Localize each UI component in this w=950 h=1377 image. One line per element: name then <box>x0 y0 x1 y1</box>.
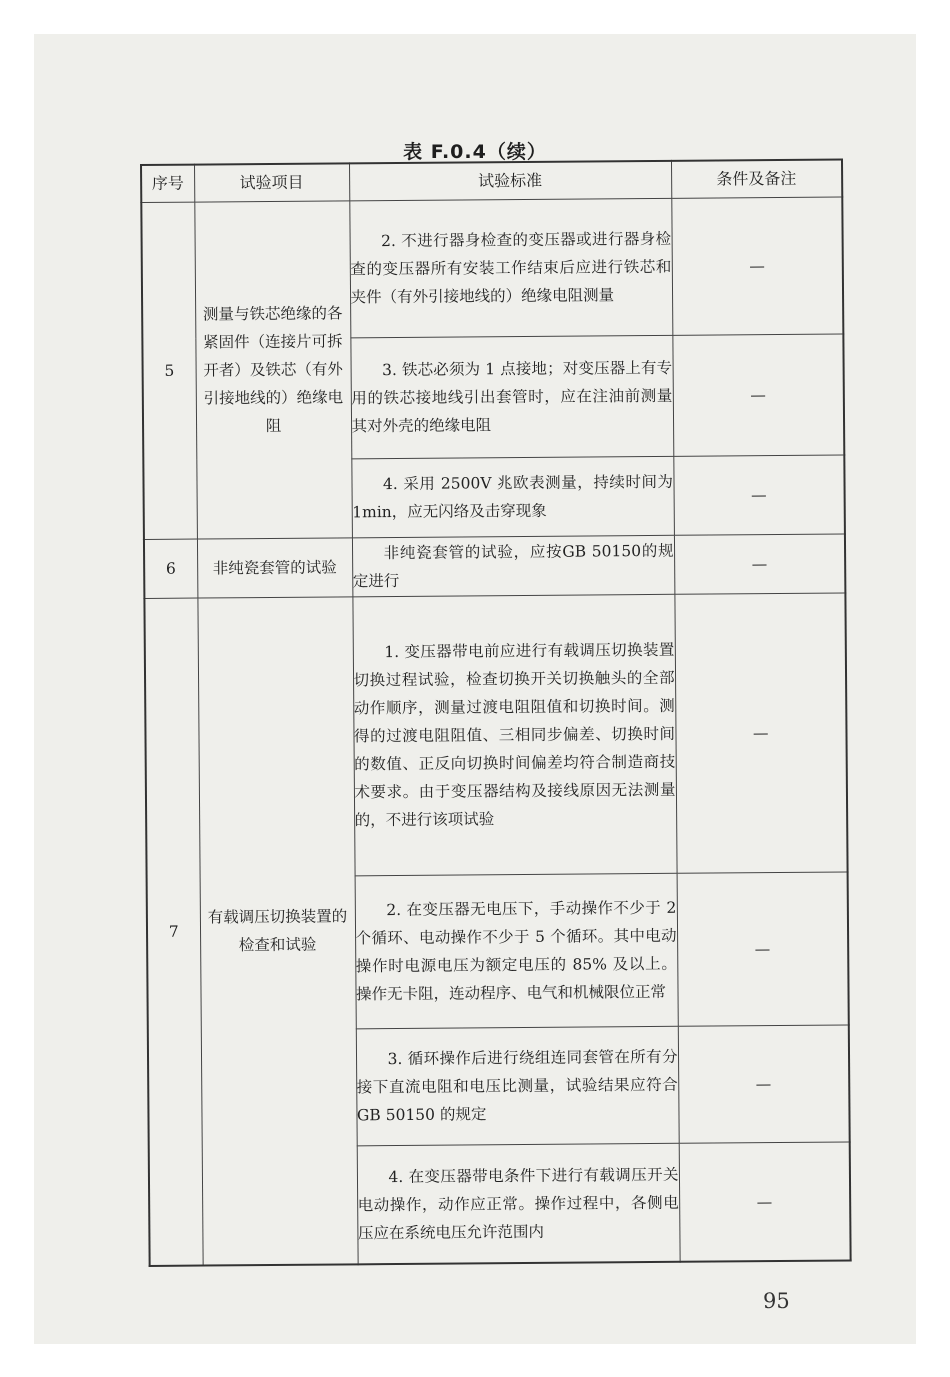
row-item: 测量与铁芯绝缘的各紧固件（连接片可拆开者）及铁芯（有外引接地线的）绝缘电阻 <box>194 201 352 540</box>
standard-text-content: 非纯瓷套管的试验，应按GB 50150的规定进行 <box>352 541 674 591</box>
standard-text-content: 2. 在变压器无电压下，手动操作不少于 2 个循环、电动操作不少于 5 个循环。其中电动操作时电源电压为额定电压的 85% 及以上。操作无卡阻，连动程序、电气和机械限位正常 <box>355 898 677 1004</box>
note-cell: — <box>672 334 844 457</box>
note-cell: — <box>677 872 849 1026</box>
note-cell: — <box>674 534 845 593</box>
note-cell: — <box>678 1025 850 1144</box>
table-title: 表 F.0.4（续） <box>403 141 547 163</box>
standard-text-content: 1. 变压器带电前应进行有载调压切换装置切换过程试验，检查切换开关切换触头的全部动作顺序，测量过渡电阻阻值和切换时间。测得的过渡电阻阻值、三相同步偏差、切换时间的数值、正反向切换时间偏差均符合制造商技术要求。由于变压器结构及接线原因无法测量的，不进行该项试验 <box>353 640 676 830</box>
note-cell: — <box>673 455 845 536</box>
standard-text-content: 3. 铁芯必须为 1 点接地；对变压器上有专用的铁芯接地线引出套管时，应在注油前测量其对外壳的绝缘电阻 <box>351 358 673 436</box>
note-cell: — <box>674 593 847 874</box>
page-number: 95 <box>763 1289 790 1313</box>
header-note: 条件及备注 <box>671 159 842 198</box>
standard-text <box>356 1026 679 1146</box>
table-row <box>141 197 843 339</box>
header-item: 试验项目 <box>194 163 349 202</box>
row-item: 有载调压切换装置的检查和试验 <box>197 596 357 1265</box>
standard-text-content: 3. 循环操作后进行绕组连同套管在所有分接下直流电阻和电压比测量，试验结果应符合 GB 50150 的规定 <box>356 1047 678 1125</box>
header-standard: 试验标准 <box>349 161 671 201</box>
standard-text <box>357 1143 680 1264</box>
standard-text <box>352 594 676 876</box>
standard-text <box>352 536 674 597</box>
note-cell: — <box>679 1142 851 1262</box>
table-row <box>144 534 845 598</box>
row-no: 6 <box>144 540 197 599</box>
standard-text-content: 4. 采用 2500V 兆欧表测量，持续时间为 1min，应无闪络及击穿现象 <box>352 473 674 522</box>
standard-text <box>350 335 673 459</box>
standard-text-content: 4. 在变压器带电条件下进行有载调压开关电动操作，动作应正常。操作过程中，各侧电压应在系统电压允许范围内 <box>357 1165 679 1242</box>
spec-table <box>140 158 852 1266</box>
table-row <box>144 593 847 878</box>
standard-text-content: 2. 不进行器身检查的变压器或进行器身检查的变压器所有安装工作结束后应进行铁芯和夹件（有外引接地线的）绝缘电阻测量 <box>350 229 672 307</box>
header-no: 序号 <box>141 165 194 203</box>
standard-text <box>355 873 678 1028</box>
standard-text <box>349 198 672 337</box>
note-cell: — <box>671 197 843 335</box>
row-item: 非纯瓷套管的试验 <box>197 538 352 597</box>
standard-text <box>351 456 674 538</box>
header-row <box>141 159 842 202</box>
row-no: 5 <box>141 202 197 540</box>
row-no: 7 <box>144 598 202 1266</box>
